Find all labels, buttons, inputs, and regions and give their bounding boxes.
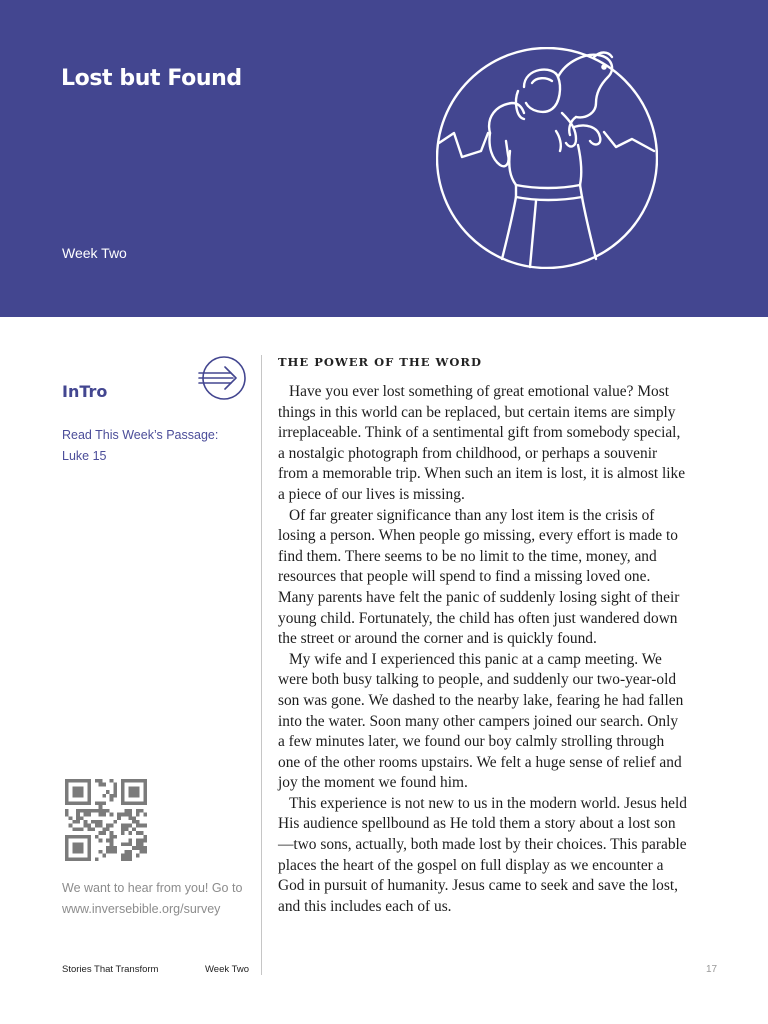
paragraph: This experience is not new to us in the modern world. Jesus held His audience spellbound as He told them a story about a lost son—two sons, actually, both made lost by their choices. This parable places the heart of the gospel on full display as we encounter a God in pursuit of humanity. Jesus came to seek and save the lost, and this includes each of us. [278, 794, 687, 915]
article-body [278, 382, 688, 917]
arrow-right-icon [195, 356, 247, 400]
survey-url[interactable]: www.inversebible.org/survey [62, 902, 221, 916]
paragraph: Have you ever lost something of great emotional value? Most things in this world can be replaced, but certain items are simply irreplaceable. Think of a sentimental gift from somebody special, a nostalgic photograph from childhood, or perhaps a souvenir from a memorable trip. When such an item is lost, it is almost like a piece of our lives is missing. [278, 383, 686, 503]
paragraph: Of far greater significance than any lost item is the crisis of losing a person. When people go missing, every effort is made to find them. There seems to be no limit to the time, money, and resources that people will spend to find a missing loved one. Many parents have felt the panic of suddenly losing sight of their young child. Fortunately, the child has often just wandered down the street or around the corner and is quickly found. [278, 506, 680, 648]
page-title: Lost but Found [61, 66, 242, 91]
week-label: Week Two [62, 245, 127, 261]
shepherd-carrying-lamb-illustration [436, 47, 658, 269]
section-label: THE POWER OF THE WORD [278, 355, 482, 369]
footer-series: Stories That Transform [62, 964, 159, 975]
passage-line: Read This Week’s Passage: [62, 428, 219, 442]
footer-week: Week Two [205, 964, 250, 975]
paragraph: My wife and I experienced this panic at a camp meeting. We were both busy talking to people, and suddenly our two-year-old son was gone. We dashed to the nearby lake, fearing he had fallen into the water. Soon many other campers joined our search. Only a few minutes later, we found our boy calmly strolling through one of the other rooms upstairs. We felt a huge sense of relief and joy the moment we found him. [278, 650, 684, 792]
column-divider [261, 355, 262, 975]
qr-code-icon [62, 779, 150, 861]
survey-line: We want to hear from you! Go to [62, 881, 243, 895]
intro-heading: InTro [62, 382, 108, 401]
page-number: 17 [706, 964, 718, 975]
passage-reference [62, 425, 252, 467]
header-banner [0, 0, 768, 317]
passage-line: Luke 15 [62, 449, 107, 463]
survey-note [62, 878, 262, 920]
